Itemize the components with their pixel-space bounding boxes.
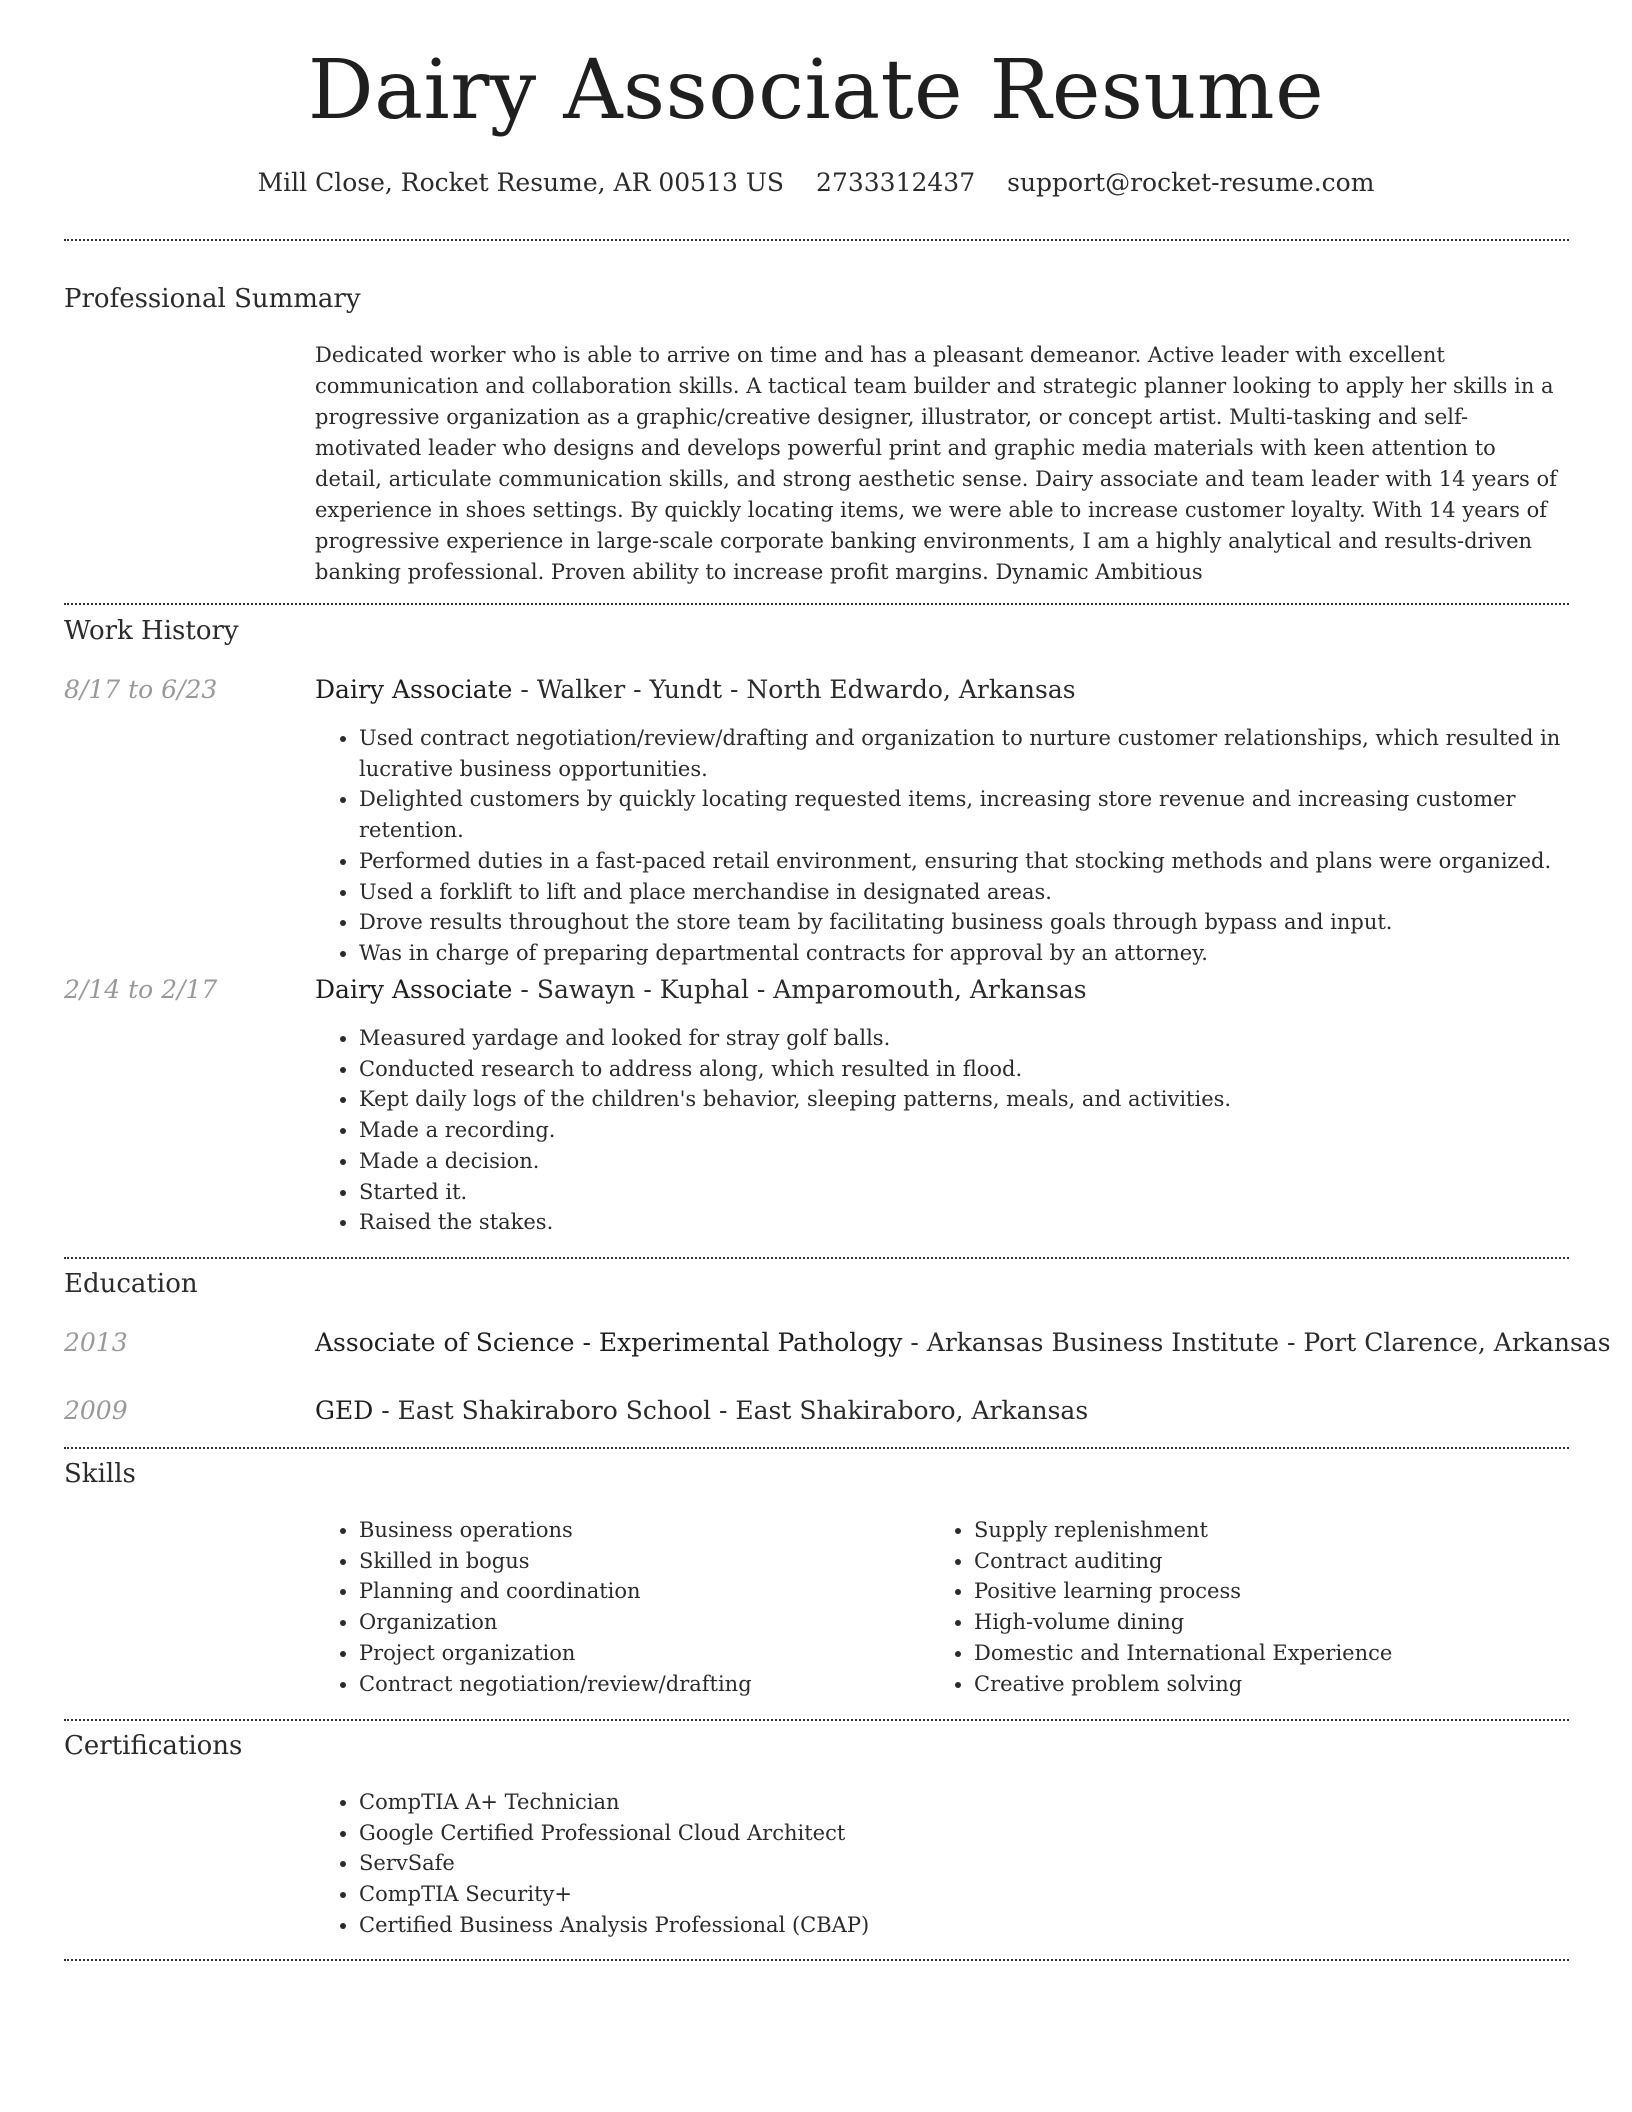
education-school: - Arkansas Business Institute - Port Clarence, Arkansas [902, 1328, 1611, 1357]
list-item: • CompTIA A+ Technician [359, 1787, 1359, 1818]
list-item: • Organization [359, 1607, 919, 1638]
contact-phone: 2733312437 [816, 168, 976, 197]
list-item: • Creative problem solving [974, 1669, 1604, 1700]
list-item: • Used contract negotiation/review/drafting and organization to nurture customer relationships, which resulted in lucrative business opportunities. [359, 723, 1609, 784]
list-item: • Contract auditing [974, 1546, 1604, 1577]
education-year: 2013 [64, 1328, 128, 1357]
list-item: • Was in charge of preparing departmental contracts for approval by an attorney. [359, 938, 1609, 969]
education-degree: GED [315, 1396, 374, 1425]
section-title-summary: Professional Summary [64, 284, 361, 314]
list-item: • Started it. [359, 1177, 1609, 1208]
list-item: • Made a decision. [359, 1146, 1609, 1177]
list-item: • High-volume dining [974, 1607, 1604, 1638]
divider [64, 1719, 1569, 1721]
job-employer: - Walker - Yundt - North Edwardo, Arkansas [512, 675, 1076, 704]
skills-list-right [930, 1515, 1604, 1699]
list-item: • Domestic and International Experience [974, 1638, 1604, 1669]
list-item: • Certified Business Analysis Professional (CBAP) [359, 1910, 1359, 1941]
section-title-work: Work History [64, 616, 239, 646]
divider [64, 603, 1569, 605]
list-item: • Google Certified Professional Cloud Architect [359, 1818, 1359, 1849]
summary-text: Dedicated worker who is able to arrive on time and has a pleasant demeanor. Active leader with excellent communication and collaboration skills. A tactical team builder and strategic planner looking to apply her skills in a progressive organization as a graphic/creative designer, illustrator, or concept artist. Multi-tasking and self-motivated leader who designs and develops powerful print and graphic media materials with keen attention to detail, articulate communication skills, and strong aesthetic sense. Dairy associate and team leader with 14 years of experience in shoes settings. By quickly locating items, we were able to increase customer loyalty. With 14 years of progressive experience in large-scale corporate banking environments, I am a highly analytical and results-driven banking professional. Proven ability to increase profit margins. Dynamic Ambitious [315, 343, 1557, 584]
skills-list-left [315, 1515, 919, 1699]
job-employer: - Sawayn - Kuphal - Amparomouth, Arkansas [512, 975, 1087, 1004]
contact-email: support@rocket-resume.com [1007, 168, 1375, 197]
list-item: • ServSafe [359, 1848, 1359, 1879]
education-heading [315, 1396, 1088, 1425]
section-title-education: Education [64, 1269, 198, 1299]
education-school: - East Shakiraboro School - East Shakiraboro, Arkansas [373, 1396, 1089, 1425]
contact-address: Mill Close, Rocket Resume, AR 00513 US [257, 168, 785, 197]
list-item: • Business operations [359, 1515, 919, 1546]
list-item: • Made a recording. [359, 1115, 1609, 1146]
contact-line [0, 168, 1632, 197]
job-heading [315, 975, 1087, 1004]
job-dates: 8/17 to 6/23 [64, 675, 218, 704]
job-position: Dairy Associate [315, 975, 513, 1004]
list-item: • Contract negotiation/review/drafting [359, 1669, 919, 1700]
list-item: • Used a forklift to lift and place merchandise in designated areas. [359, 877, 1609, 908]
list-item: • Conducted research to address along, which resulted in flood. [359, 1054, 1609, 1085]
list-item: • Planning and coordination [359, 1576, 919, 1607]
job-position: Dairy Associate [315, 675, 513, 704]
job-dates: 2/14 to 2/17 [64, 975, 218, 1004]
list-item: • Measured yardage and looked for stray golf balls. [359, 1023, 1609, 1054]
section-title-certifications: Certifications [64, 1731, 243, 1761]
divider [64, 1257, 1569, 1259]
list-item: • Project organization [359, 1638, 919, 1669]
section-title-skills: Skills [64, 1459, 136, 1489]
education-heading [315, 1328, 1611, 1357]
certifications-list [315, 1787, 1359, 1941]
job-bullets [315, 1023, 1609, 1238]
education-degree: Associate of Science - Experimental Pathology [315, 1328, 903, 1357]
divider [64, 1447, 1569, 1449]
job-bullets [315, 723, 1609, 969]
list-item: • Positive learning process [974, 1576, 1604, 1607]
list-item: • Supply replenishment [974, 1515, 1604, 1546]
list-item: • Drove results throughout the store team by facilitating business goals through bypass and input. [359, 907, 1609, 938]
list-item: • Performed duties in a fast-paced retail environment, ensuring that stocking methods and plans were organized. [359, 846, 1609, 877]
resume-header [0, 0, 1632, 197]
divider [64, 239, 1569, 241]
list-item: • CompTIA Security+ [359, 1879, 1359, 1910]
divider [64, 1959, 1569, 1961]
list-item: • Skilled in bogus [359, 1546, 919, 1577]
education-year: 2009 [64, 1396, 128, 1425]
resume-title: Dairy Associate Resume [307, 43, 1325, 138]
job-heading [315, 675, 1076, 704]
list-item: • Delighted customers by quickly locating requested items, increasing store revenue and increasing customer retention. [359, 784, 1609, 845]
list-item: • Kept daily logs of the children's behavior, sleeping patterns, meals, and activities. [359, 1084, 1609, 1115]
list-item: • Raised the stakes. [359, 1207, 1609, 1238]
